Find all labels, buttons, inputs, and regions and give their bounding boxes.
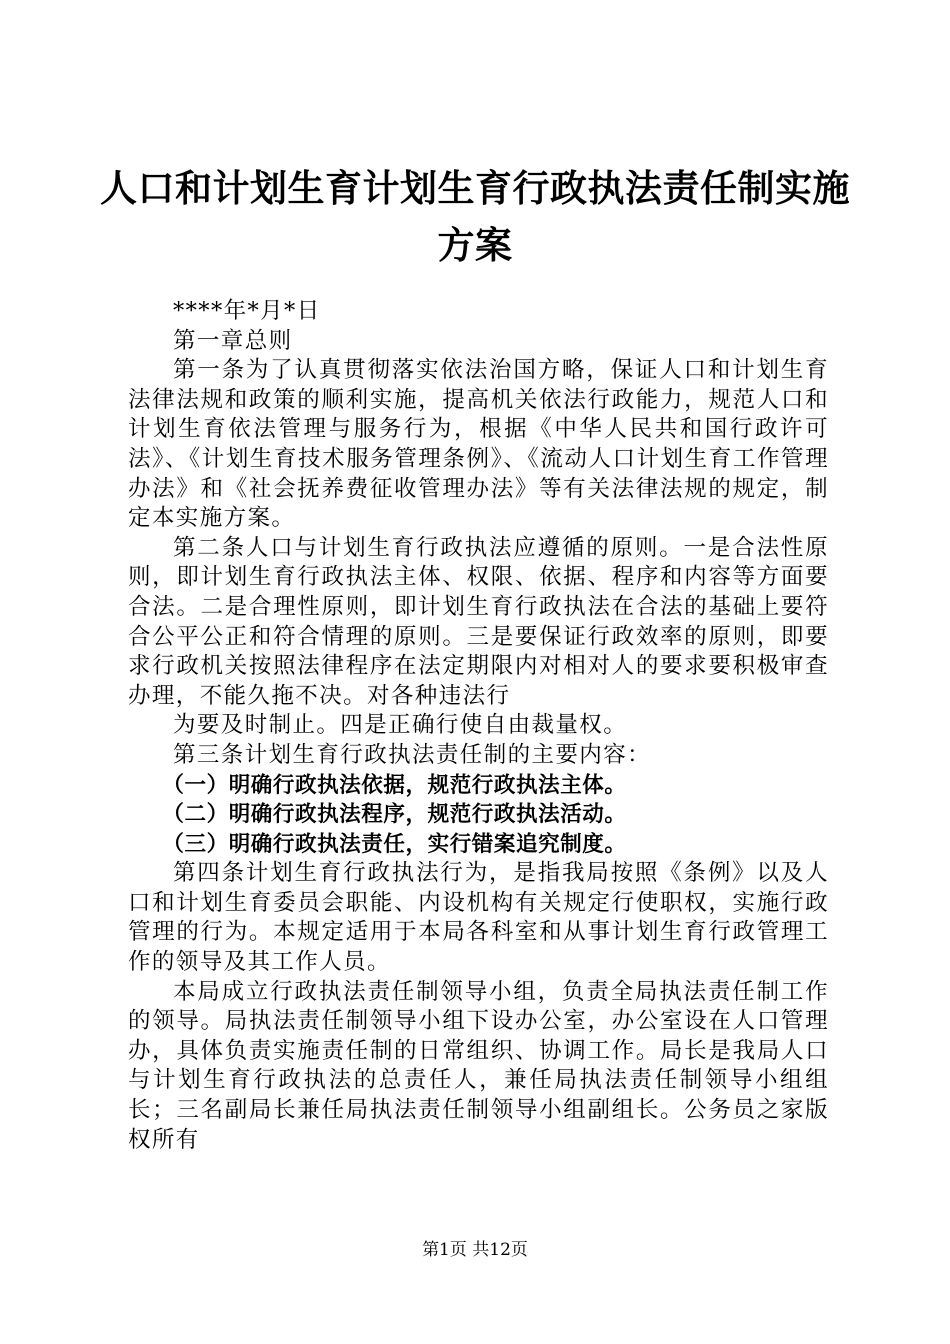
document-title	[90, 160, 860, 274]
title-line-1: 人口和计划生育计划生育行政执法责任制实施	[100, 167, 850, 210]
document-date: ****年*月*日	[173, 298, 321, 324]
article-2-continued: 为要及时制止。四是正确行使自由裁量权。	[173, 712, 628, 739]
leadership-paragraph: 本局成立行政执法责任制领导小组，负责全局执法责任制工作的领导。局执法责任制领导小组下设办公室，办公室设在人口管理办，具体负责实施责任制的日常组织、协调工作。局长是我局人口与计划生育行政执法的总责任人，兼任局执法责任制领导小组组长；三名副局长兼任局执法责任制领导小组副组长。公务员之家版权所有	[128, 978, 829, 1153]
article-3: 第三条计划生育行政执法责任制的主要内容：	[173, 741, 652, 768]
article-4: 第四条计划生育行政执法行为，是指我局按照《条例》以及人口和计划生育委员会职能、内设机构有关规定行使职权，实施行政管理的行为。本规定适用于本局各科室和从事计划生育行政管理工作的领导及其工作人员。	[128, 860, 829, 976]
document-body	[128, 297, 829, 1155]
list-item-3: （三）明确行政执法责任，实行错案追究制度。	[162, 831, 627, 857]
title-line-2: 方案	[437, 224, 513, 267]
article-1: 第一条为了认真贯彻落实依法治国方略，保证人口和计划生育法律法规和政策的顺利实施，提高机关依法行政能力，规范人口和计划生育依法管理与服务行为，根据《中华人民共和国行政许可法》、《计划生育技术服务管理条例》、《流动人口计划生育工作管理办法》和《社会抚养费征收管理办法》等有关法律法规的规定，制定本实施方案。	[128, 357, 829, 532]
chapter-heading: 第一章总则	[173, 327, 293, 354]
list-item-2: （二）明确行政执法程序，规范行政执法活动。	[162, 802, 627, 828]
article-2: 第二条人口与计划生育行政执法应遵循的原则。一是合法性原则，即计划生育行政执法主体、权限、依据、程序和内容等方面要合法。二是合理性原则，即计划生育行政执法在合法的基础上要符合公平公正和符合情理的原则。三是要保证行政效率的原则，即要求行政机关按照法律程序在法定期限内对相对人的要求要积极审查办理，不能久拖不决。对各种违法行	[128, 534, 829, 709]
list-item-1: （一）明确行政执法依据，规范行政执法主体。	[162, 772, 627, 798]
page-footer: 第1页 共12页	[422, 1240, 528, 1260]
